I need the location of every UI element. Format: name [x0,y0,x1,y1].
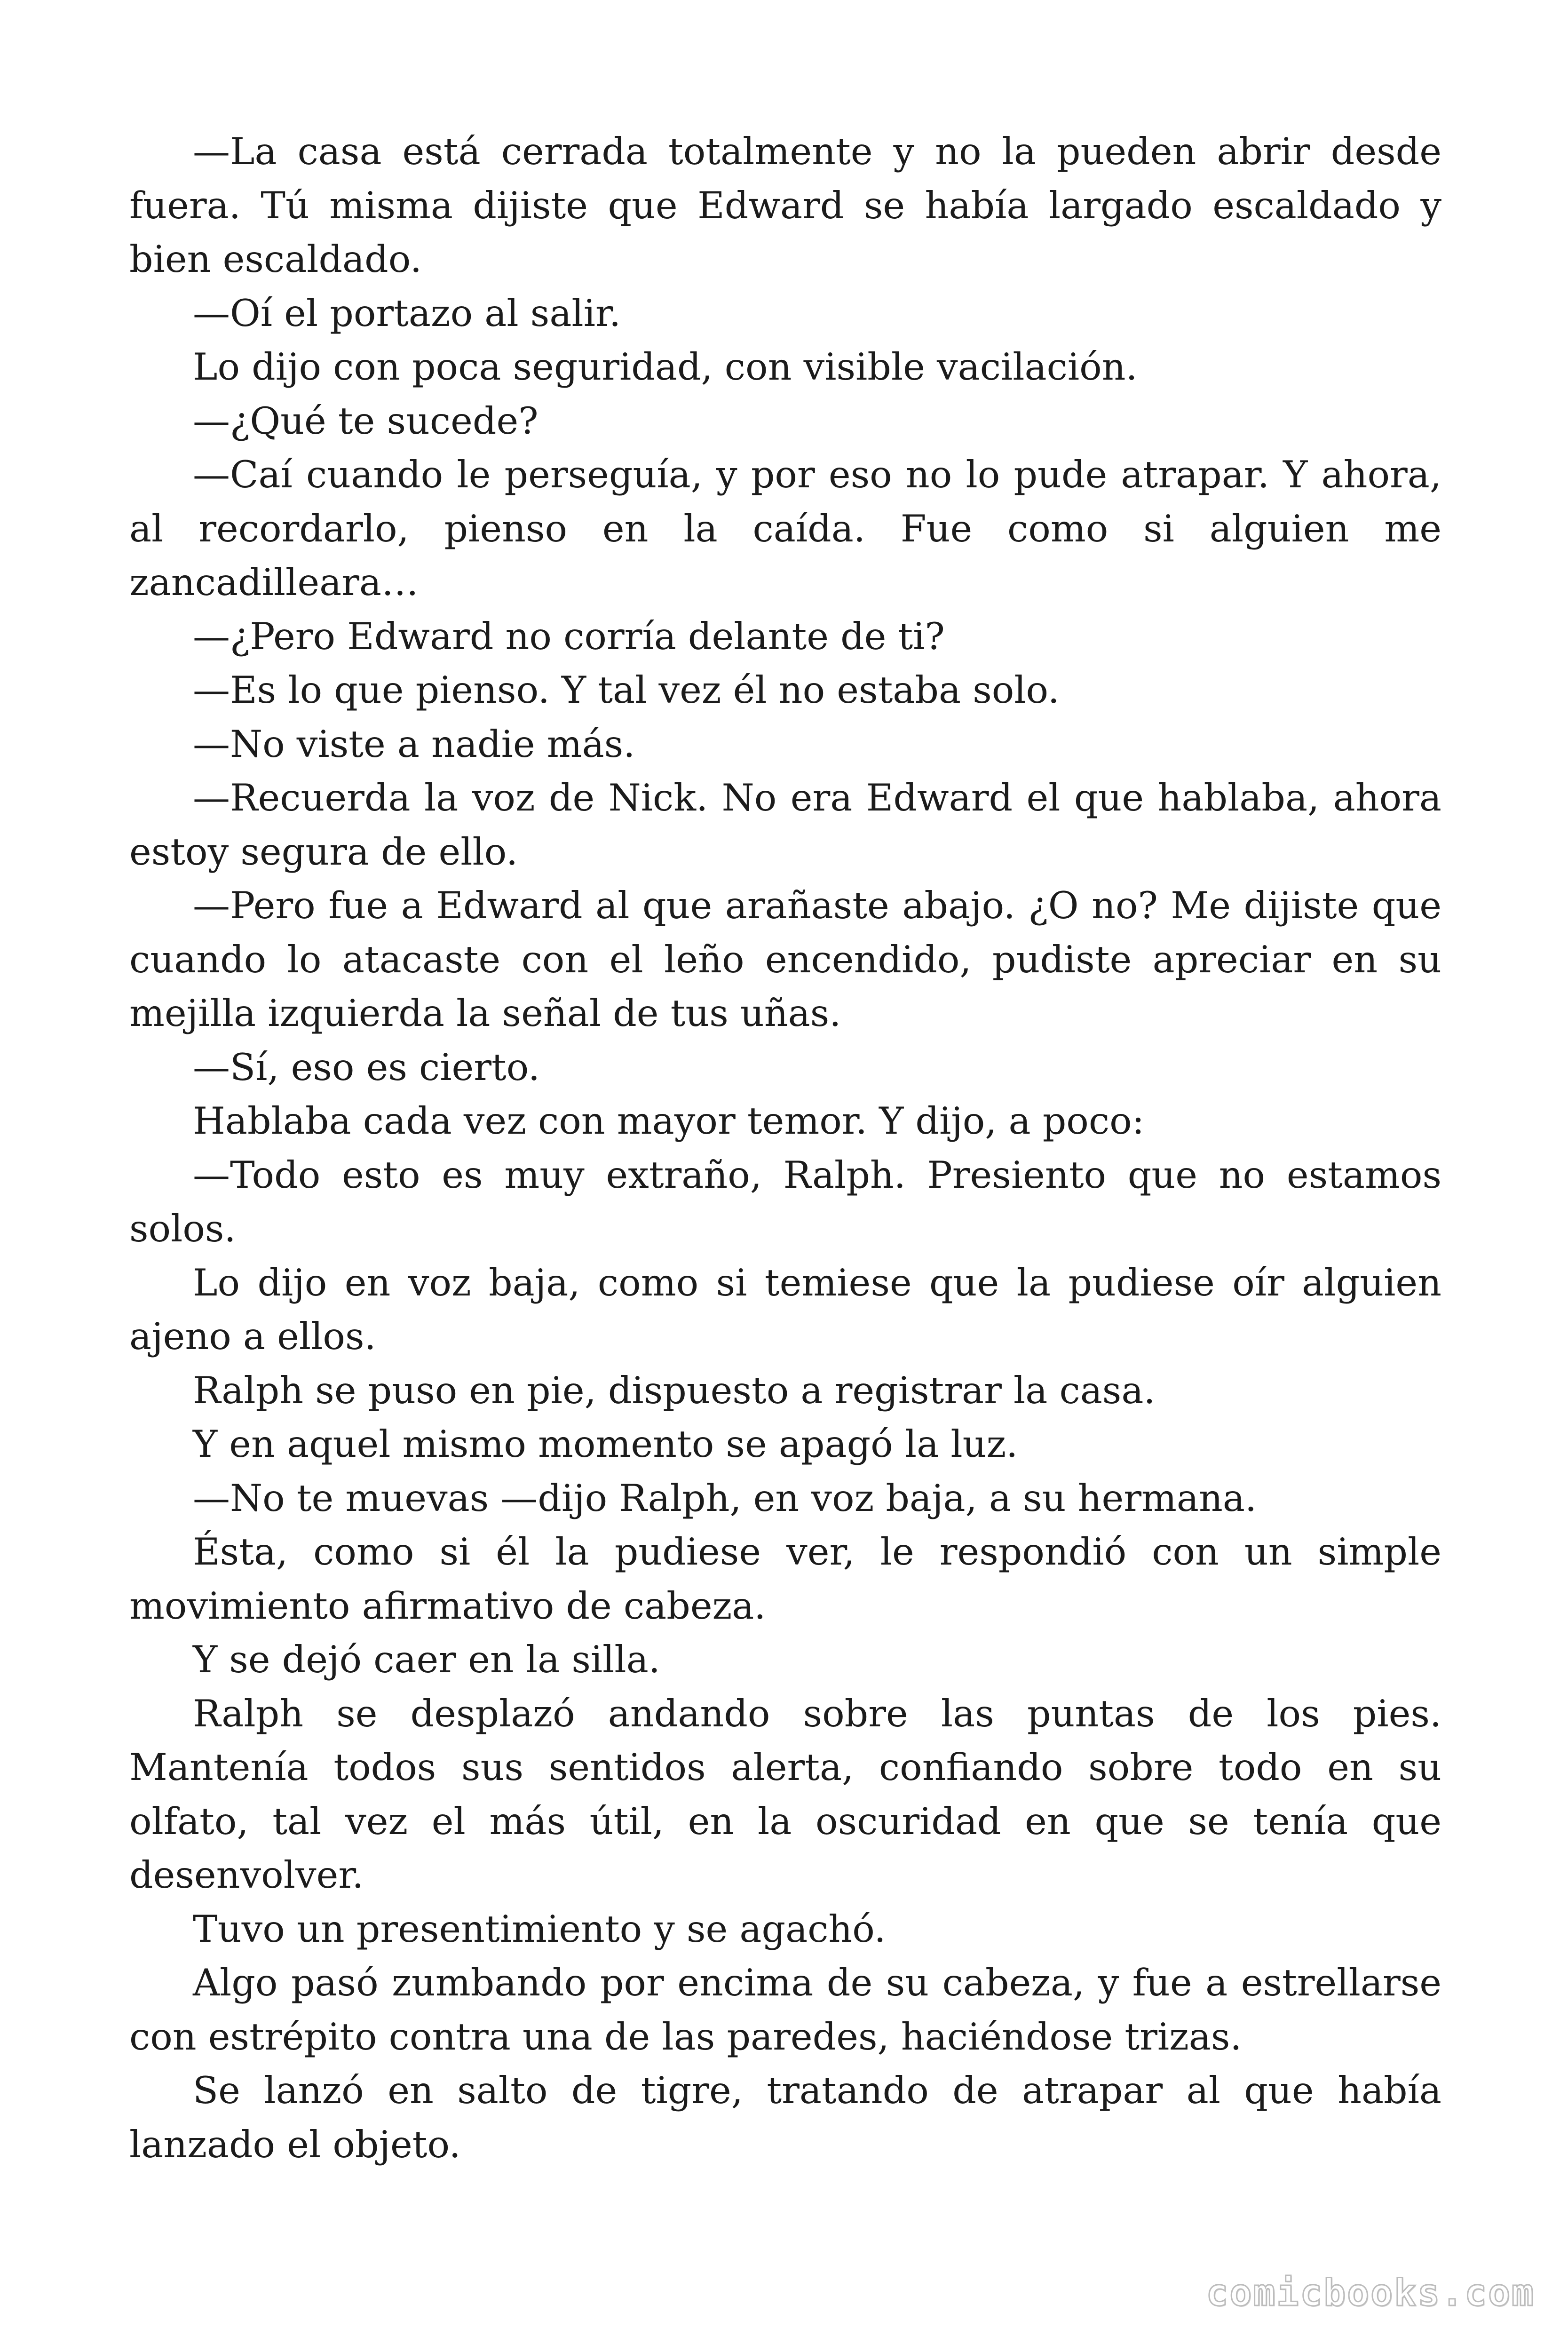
paragraph: Y se dejó caer en la silla. [193,1638,660,1681]
page-body [129,125,1441,2171]
paragraph: —La casa está cerrada totalmente y no la pueden abrir desde fuera. Tú misma dijiste que Edward se había largado escaldado y bien escaldado. [129,130,1441,281]
paragraph: Hablaba cada vez con mayor temor. Y dijo, a poco: [193,1099,1145,1143]
paragraph: Tuvo un presentimiento y se agachó. [193,1907,886,1951]
paragraph: —¿Qué te sucede? [193,399,539,443]
paragraph: —No viste a nadie más. [193,722,635,766]
paragraph: —Pero fue a Edward al que arañaste abajo. ¿O no? Me dijiste que cuando lo atacaste con el leño encendido, pudiste apreciar en su mejilla izquierda la señal de tus uñas. [129,884,1441,1035]
paragraph: Y en aquel mismo momento se apagó la luz. [193,1422,1018,1466]
paragraph: —Caí cuando le perseguía, y por eso no lo pude atrapar. Y ahora, al recordarlo, pienso en la caída. Fue como si alguien me zancadilleara… [129,453,1441,604]
paragraph: Se lanzó en salto de tigre, tratando de atrapar al que había lanzado el objeto. [129,2069,1441,2166]
paragraph: Lo dijo con poca seguridad, con visible vacilación. [193,345,1138,389]
watermark: comicbooks.com [1206,2272,1535,2314]
paragraph: —Sí, eso es cierto. [193,1045,540,1089]
paragraph: Ralph se puso en pie, dispuesto a registrar la casa. [193,1368,1156,1412]
paragraph: —Oí el portazo al salir. [193,291,621,335]
paragraph: —No te muevas —dijo Ralph, en voz baja, a su hermana. [193,1476,1257,1520]
paragraph: Algo pasó zumbando por encima de su cabeza, y fue a estrellarse con estrépito contra una de las paredes, haciéndose trizas. [129,1961,1441,2058]
paragraph: Lo dijo en voz baja, como si temiese que la pudiese oír alguien ajeno a ellos. [129,1261,1441,1358]
paragraph: Ralph se desplazó andando sobre las puntas de los pies. Mantenía todos sus sentidos alerta, confiando sobre todo en su olfato, tal vez el más útil, en la oscuridad en que se tenía que desenvolver. [129,1692,1441,1897]
paragraph: —¿Pero Edward no corría delante de ti? [193,614,945,658]
paragraph: —Todo esto es muy extraño, Ralph. Presiento que no estamos solos. [129,1153,1441,1250]
paragraph: —Es lo que pienso. Y tal vez él no estaba solo. [193,668,1060,712]
paragraph: —Recuerda la voz de Nick. No era Edward el que hablaba, ahora estoy segura de ello. [129,776,1441,874]
paragraph: Ésta, como si él la pudiese ver, le respondió con un simple movimiento afirmativo de cabeza. [129,1530,1441,1628]
